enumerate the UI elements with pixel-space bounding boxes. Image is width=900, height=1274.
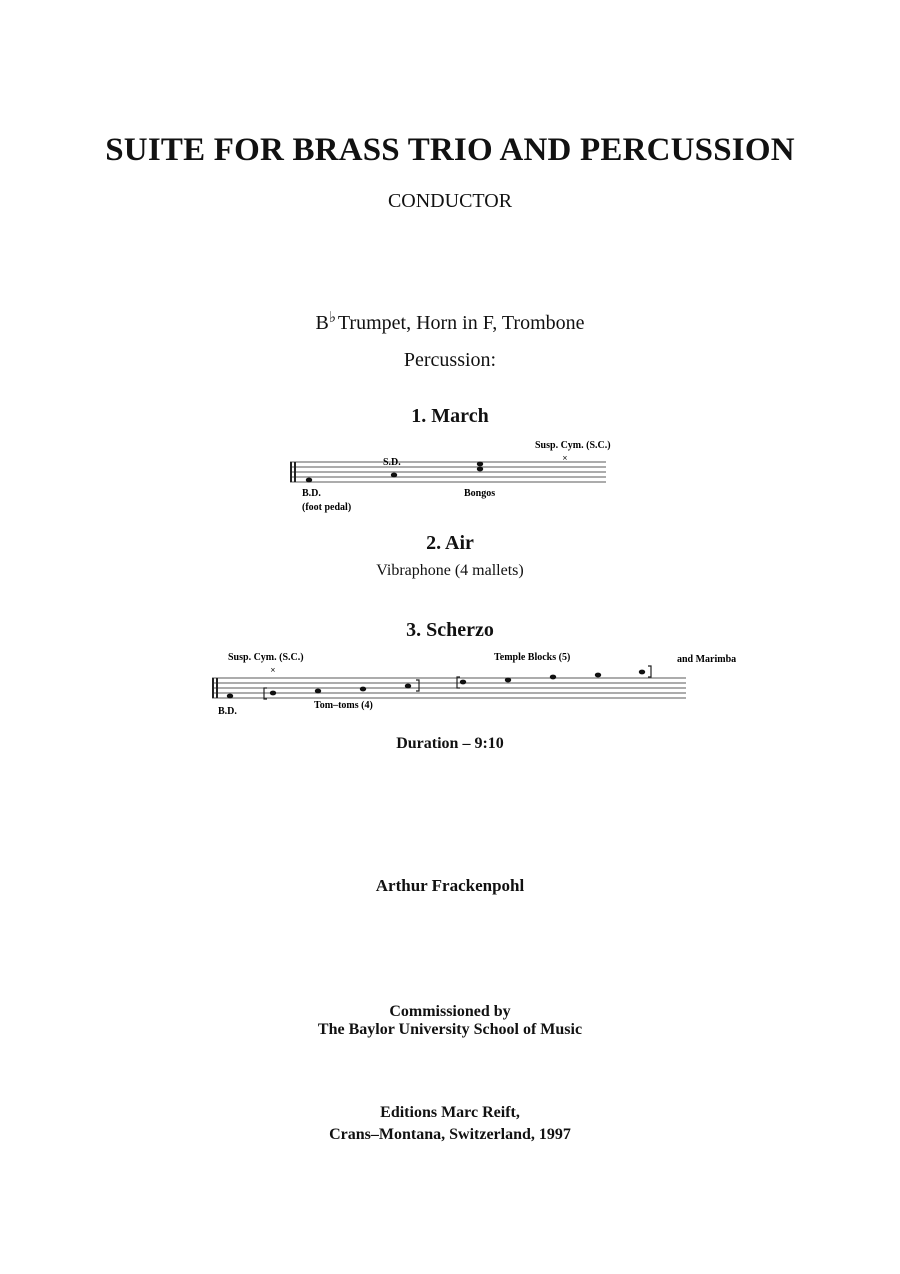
note-bd	[306, 478, 312, 483]
note-tom	[405, 684, 411, 689]
note-tom	[360, 687, 366, 692]
movement-1-title: 1. March	[411, 405, 489, 427]
duration: Duration – 9:10	[396, 735, 504, 752]
scherzo-labels	[218, 652, 736, 717]
brass-list: Trumpet, Horn in F, Trombone	[337, 312, 585, 334]
march-staff	[290, 462, 606, 482]
publisher-line-2: Crans–Montana, Switzerland, 1997	[329, 1126, 571, 1143]
brass-prefix: B	[315, 312, 329, 334]
label-bd: B.D.	[302, 488, 321, 499]
page-subtitle: CONDUCTOR	[387, 190, 513, 212]
note-temple-block	[505, 678, 511, 683]
flat-symbol: ♭	[328, 310, 336, 326]
label-tom-toms: Tom–toms (4)	[314, 700, 373, 711]
note-tom	[270, 691, 276, 696]
label-susp-cym: Susp. Cym. (S.C.)	[535, 440, 611, 451]
label-marimba: and Marimba	[677, 654, 737, 665]
label-foot-pedal: (foot pedal)	[302, 502, 352, 513]
commission-line-1: Commissioned by	[389, 1003, 511, 1020]
scherzo-staff	[212, 666, 686, 699]
commission-line-2: The Baylor University School of Music	[317, 1021, 583, 1038]
page-title: SUITE FOR BRASS TRIO AND PERCUSSION	[105, 132, 795, 168]
label-sd: S.D.	[383, 457, 401, 468]
cymbal-x: ×	[270, 665, 276, 675]
movement-2-instrument: Vibraphone (4 mallets)	[376, 562, 524, 579]
label-bd: B.D.	[218, 706, 237, 717]
bracket-open	[264, 688, 267, 699]
bracket-open	[457, 677, 460, 688]
composer-name: Arthur Frackenpohl	[375, 876, 525, 895]
note-bongo	[477, 462, 483, 467]
movement-3-title: 3. Scherzo	[406, 619, 494, 641]
bracket-close	[416, 680, 419, 691]
movement-2-title: 2. Air	[426, 532, 474, 554]
note-bd	[227, 694, 233, 699]
publisher-line-1: Editions Marc Reift,	[380, 1104, 520, 1121]
march-notes	[306, 453, 568, 482]
label-susp-cym: Susp. Cym. (S.C.)	[228, 652, 304, 663]
note-sd	[391, 473, 397, 478]
bracket-close	[648, 666, 651, 677]
label-temple-blocks: Temple Blocks (5)	[494, 652, 571, 663]
note-temple-block	[595, 673, 601, 678]
note-temple-block	[550, 675, 556, 680]
label-bongos: Bongos	[464, 488, 496, 499]
note-tom	[315, 689, 321, 694]
note-temple-block	[639, 670, 645, 675]
note-bongo	[477, 467, 483, 472]
percussion-heading: Percussion:	[403, 349, 497, 371]
note-temple-block	[460, 680, 466, 685]
march-labels	[302, 440, 611, 513]
cymbal-x: ×	[562, 453, 568, 463]
